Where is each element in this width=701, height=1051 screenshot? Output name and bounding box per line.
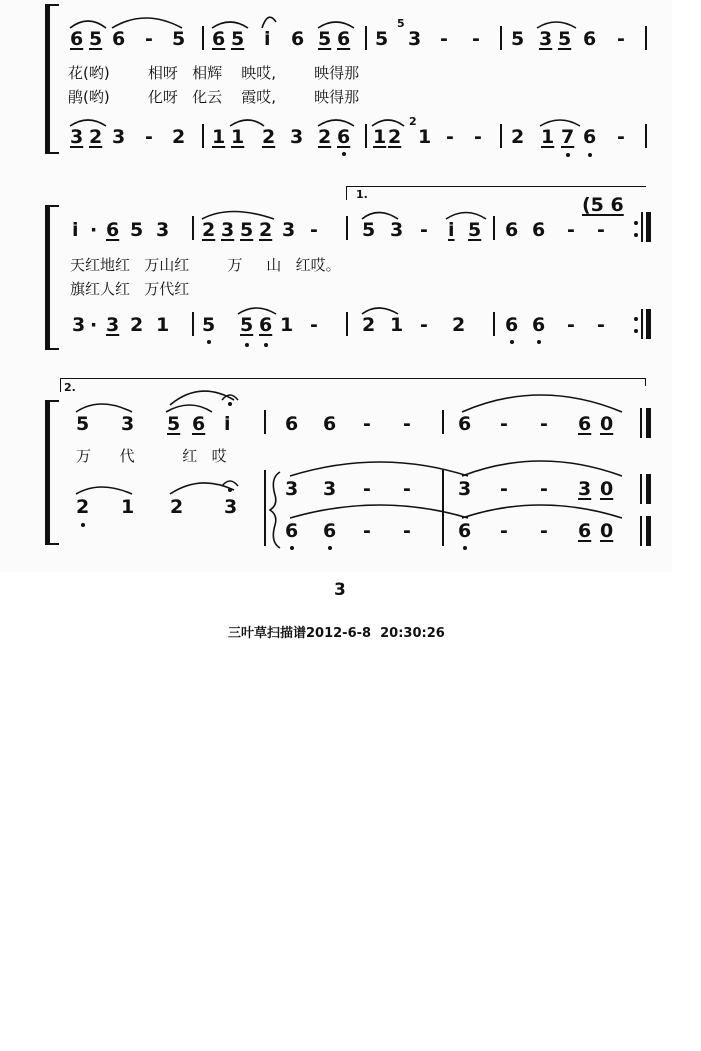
note: 6 bbox=[192, 413, 206, 435]
note: 3 bbox=[221, 219, 235, 241]
note: 1 bbox=[390, 314, 404, 336]
note: 1 bbox=[212, 126, 226, 148]
note: 6 bbox=[458, 520, 472, 542]
note: 3 bbox=[72, 314, 86, 336]
note: 2 bbox=[388, 126, 402, 148]
note: 5 bbox=[130, 219, 144, 241]
note: 3 bbox=[578, 478, 592, 500]
note: 6 bbox=[532, 219, 546, 241]
note-high: i bbox=[264, 28, 271, 50]
note: 6 bbox=[285, 520, 299, 542]
note: 5 bbox=[362, 219, 376, 241]
note-dash: - bbox=[500, 413, 508, 435]
note-high: i bbox=[224, 413, 231, 435]
note: 6 bbox=[583, 28, 597, 50]
note: 6 bbox=[578, 520, 592, 542]
note: 6 bbox=[505, 314, 519, 336]
note: 1 bbox=[541, 126, 555, 148]
note-dash: - bbox=[540, 520, 548, 542]
note: 2 bbox=[76, 496, 90, 518]
note-dash: - bbox=[597, 219, 605, 241]
grace-note: 5 bbox=[397, 17, 405, 30]
note-dash: - bbox=[540, 413, 548, 435]
note: 3 bbox=[106, 314, 120, 336]
augmentation-dot: · bbox=[90, 314, 98, 336]
note: 6 bbox=[323, 520, 337, 542]
note-dash: - bbox=[145, 126, 153, 148]
note-dash: - bbox=[363, 478, 371, 500]
note: 2 bbox=[130, 314, 144, 336]
note: 6 bbox=[212, 28, 226, 50]
augmentation-dot: · bbox=[90, 219, 98, 241]
note: 2 bbox=[262, 126, 276, 148]
note-dash: - bbox=[420, 314, 428, 336]
note: 2 bbox=[362, 314, 376, 336]
note: 5 bbox=[240, 314, 254, 336]
note: 6 bbox=[323, 413, 337, 435]
note: 5 bbox=[89, 28, 103, 50]
note: 6 bbox=[505, 219, 519, 241]
grace-note: 2 bbox=[409, 115, 417, 128]
note: 5 bbox=[240, 219, 254, 241]
note: 3 bbox=[156, 219, 170, 241]
note-dash: - bbox=[500, 520, 508, 542]
note-dash: - bbox=[145, 28, 153, 50]
note-high: i bbox=[448, 219, 455, 241]
note: 6 bbox=[291, 28, 305, 50]
parenthesized-notes: (5 6 bbox=[582, 194, 624, 216]
note: 5 bbox=[76, 413, 90, 435]
note-dash: - bbox=[474, 126, 482, 148]
note-dash: - bbox=[567, 219, 575, 241]
note: 3 bbox=[224, 496, 238, 518]
note: 2 bbox=[89, 126, 103, 148]
note: 2 bbox=[511, 126, 525, 148]
rest: 0 bbox=[600, 478, 614, 500]
note: 5 bbox=[375, 28, 389, 50]
note: 3 bbox=[282, 219, 296, 241]
lyrics-verse-1: 万 代 红 哎 bbox=[76, 447, 227, 465]
note: 7 bbox=[561, 126, 575, 148]
note: 6 bbox=[578, 413, 592, 435]
note: 5 bbox=[172, 28, 186, 50]
note-dash: - bbox=[617, 126, 625, 148]
note: 6 bbox=[458, 413, 472, 435]
note-dash: - bbox=[420, 219, 428, 241]
note-dash: - bbox=[617, 28, 625, 50]
note: 2 bbox=[452, 314, 466, 336]
note-dash: - bbox=[597, 314, 605, 336]
note: 6 bbox=[337, 126, 351, 148]
note: 6 bbox=[285, 413, 299, 435]
note: 6 bbox=[112, 28, 126, 50]
page-number: 3 bbox=[334, 580, 346, 600]
note: 5 bbox=[468, 219, 482, 241]
note-dash: - bbox=[310, 314, 318, 336]
note: 5 bbox=[202, 314, 216, 336]
note-dash: - bbox=[403, 520, 411, 542]
note: 6 bbox=[583, 126, 597, 148]
note: 3 bbox=[408, 28, 422, 50]
lyrics-verse-1: 花(哟) 相呀 相辉 映哎, 映得那 bbox=[68, 64, 360, 82]
note: 2 bbox=[259, 219, 273, 241]
note: 3 bbox=[323, 478, 337, 500]
note-dash: - bbox=[363, 413, 371, 435]
note: 5 bbox=[167, 413, 181, 435]
note-dash: - bbox=[310, 219, 318, 241]
lyrics-verse-1: 天红地红 万山红 万 山 红哎。 bbox=[70, 256, 341, 274]
note: 2 bbox=[170, 496, 184, 518]
volta-label: 1. bbox=[356, 188, 368, 201]
note-dash: - bbox=[540, 478, 548, 500]
note: 1 bbox=[280, 314, 294, 336]
note: 1 bbox=[418, 126, 432, 148]
note: 3 bbox=[390, 219, 404, 241]
note-high: i bbox=[72, 219, 79, 241]
note: 6 bbox=[337, 28, 351, 50]
note: 1 bbox=[231, 126, 245, 148]
rest: 0 bbox=[600, 520, 614, 542]
note-dash: - bbox=[440, 28, 448, 50]
lyrics-verse-2: 旗红人红 万代红 bbox=[70, 280, 190, 298]
note: 2 bbox=[202, 219, 216, 241]
note-dash: - bbox=[363, 520, 371, 542]
note: 6 bbox=[106, 219, 120, 241]
note-dash: - bbox=[403, 413, 411, 435]
note: 2 bbox=[318, 126, 332, 148]
note-dash: - bbox=[446, 126, 454, 148]
note: 3 bbox=[290, 126, 304, 148]
note: 3 bbox=[285, 478, 299, 500]
note-dash: - bbox=[567, 314, 575, 336]
note: 1 bbox=[156, 314, 170, 336]
note: 3 bbox=[539, 28, 553, 50]
note: 3 bbox=[121, 413, 135, 435]
lyrics-verse-2: 鹃(哟) 化呀 化云 霞哎, 映得那 bbox=[68, 88, 360, 106]
rest: 0 bbox=[600, 413, 614, 435]
note: 5 bbox=[231, 28, 245, 50]
note: 1 bbox=[373, 126, 387, 148]
note: 3 bbox=[458, 478, 472, 500]
note: 1 bbox=[121, 496, 135, 518]
note: 5 bbox=[318, 28, 332, 50]
note-dash: - bbox=[500, 478, 508, 500]
scan-footer: 三叶草扫描谱2012-6-8 20:30:26 bbox=[228, 626, 445, 641]
note: 6 bbox=[70, 28, 84, 50]
note: 6 bbox=[259, 314, 273, 336]
note-dash: - bbox=[403, 478, 411, 500]
note: 3 bbox=[112, 126, 126, 148]
note: 3 bbox=[70, 126, 84, 148]
note-dash: - bbox=[472, 28, 480, 50]
volta-label: 2. bbox=[64, 381, 76, 394]
note: 5 bbox=[558, 28, 572, 50]
note: 5 bbox=[511, 28, 525, 50]
note: 2 bbox=[172, 126, 186, 148]
note: 6 bbox=[532, 314, 546, 336]
